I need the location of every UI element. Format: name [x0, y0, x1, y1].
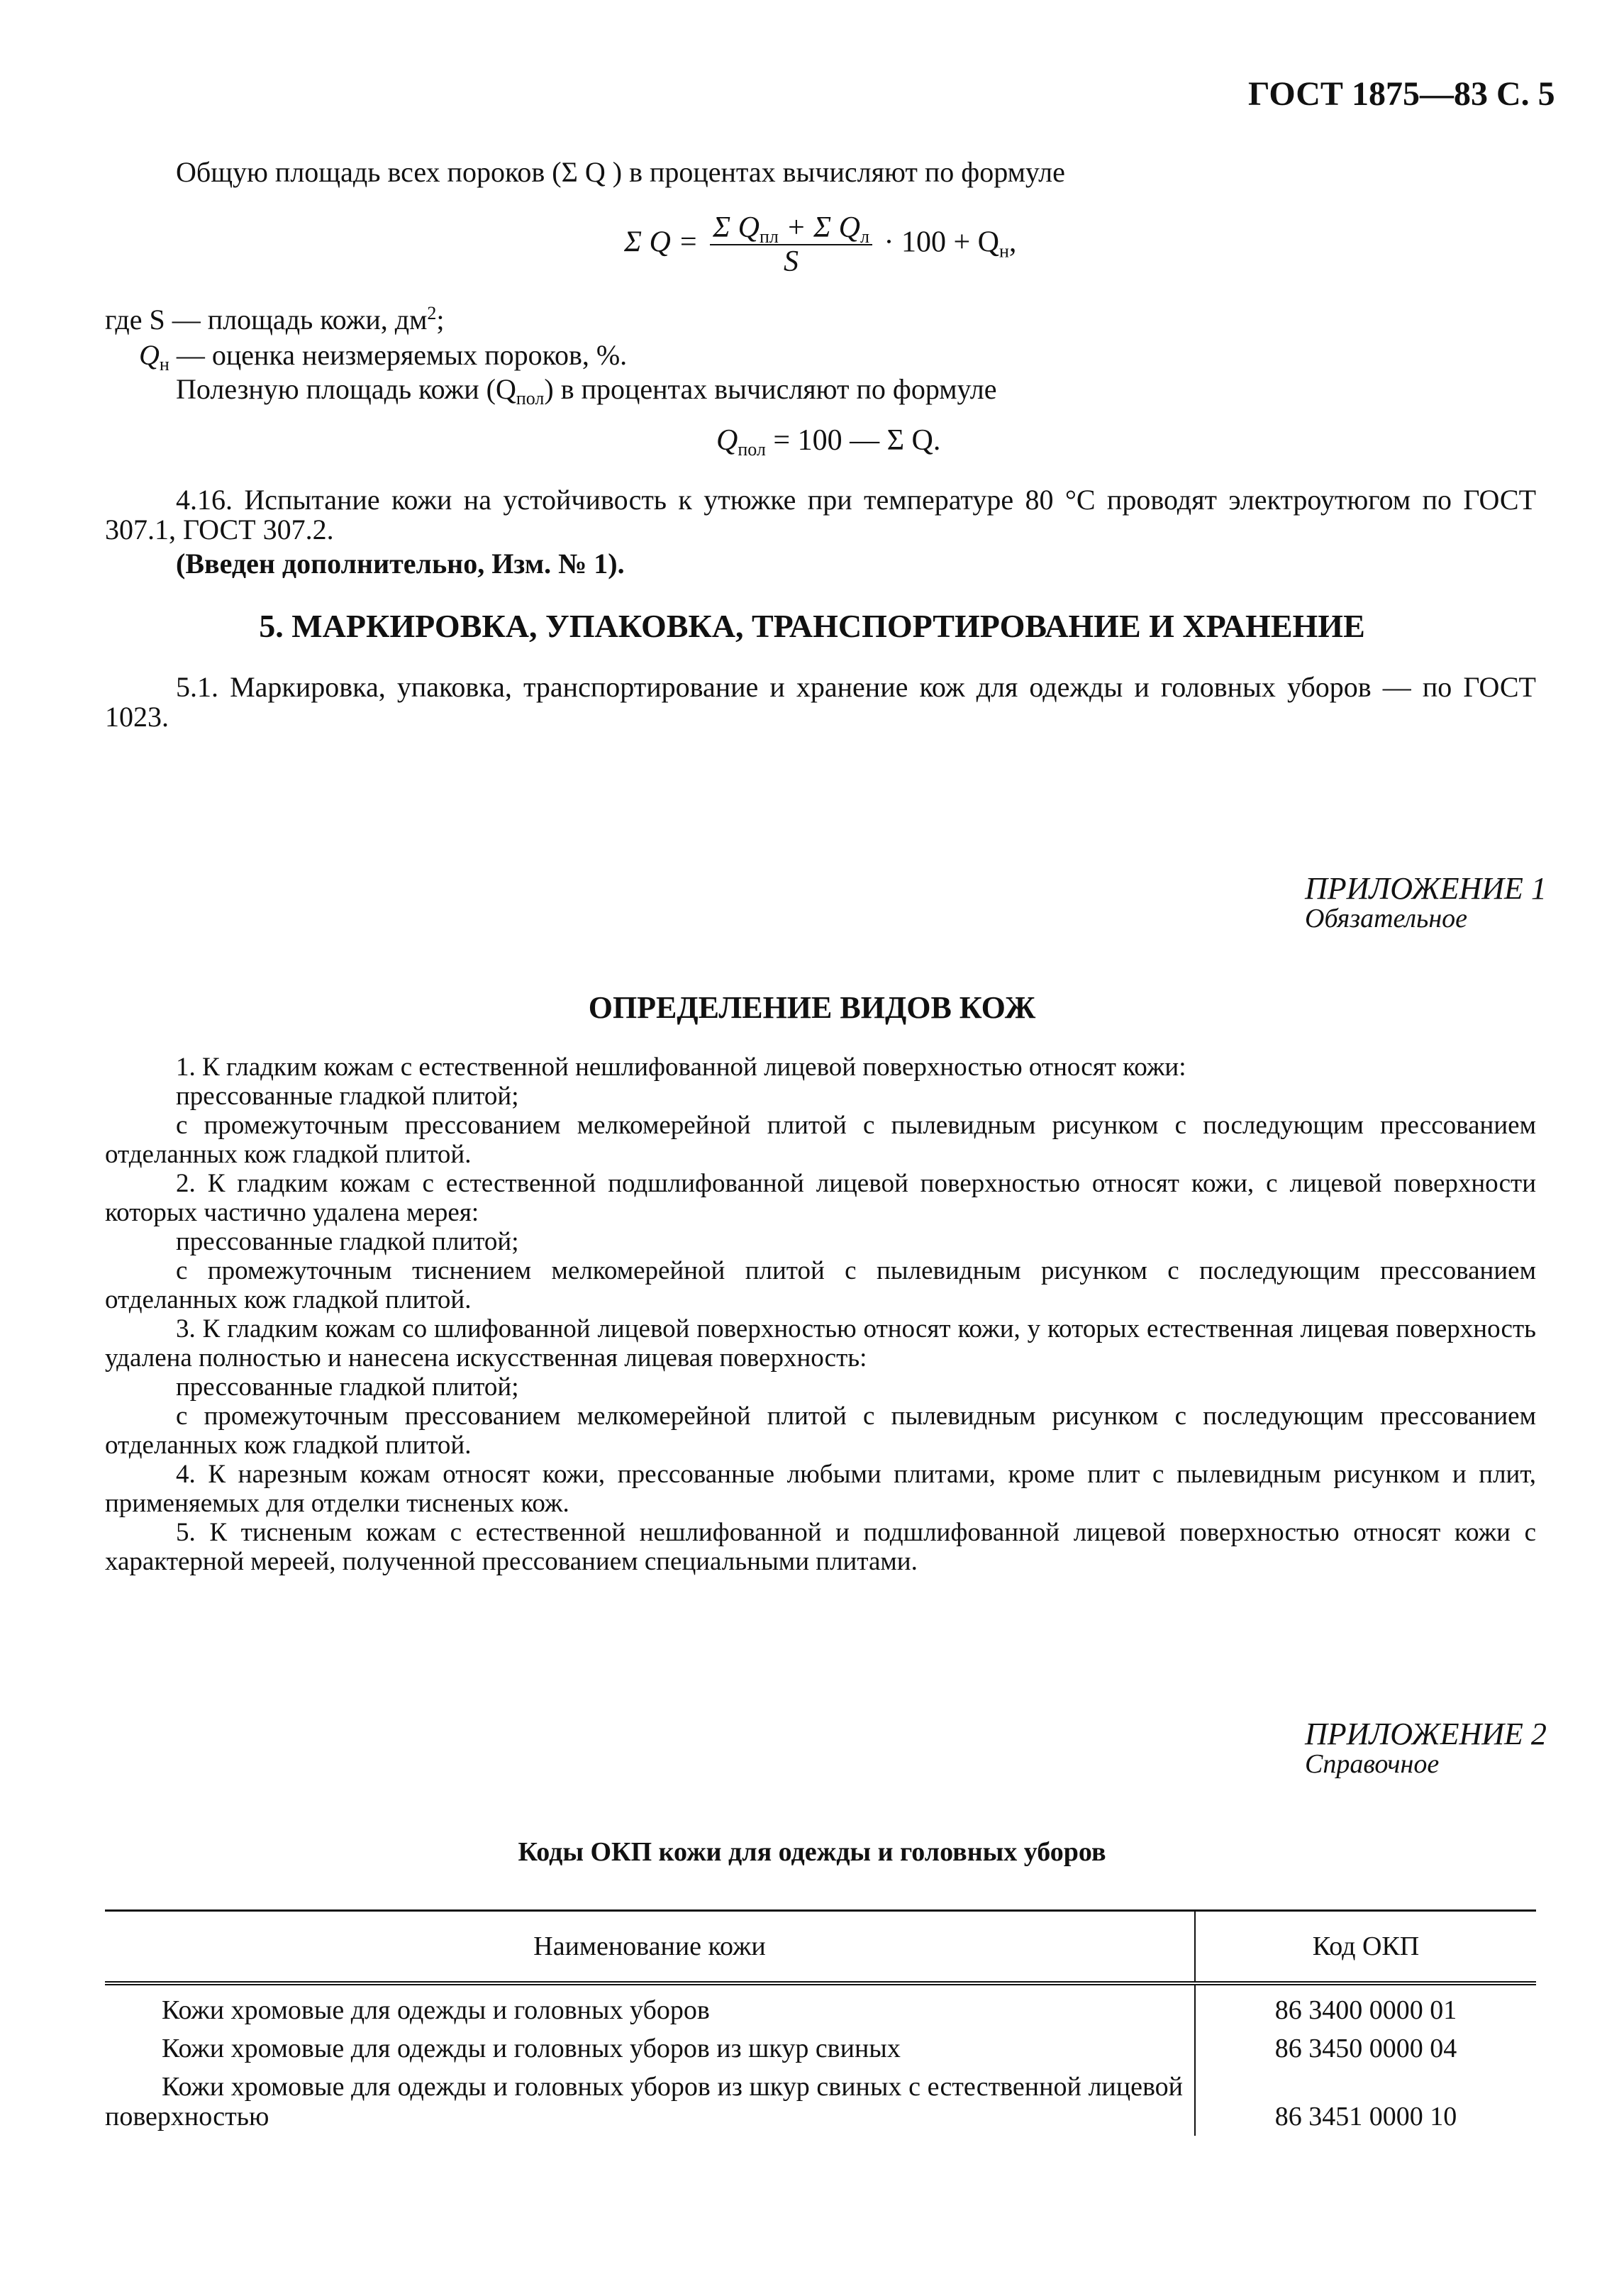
table-row: [105, 2068, 1536, 2136]
okp-codes-table: [105, 1909, 1536, 2136]
appendix-1-heading: ОПРЕДЕЛЕНИЕ ВИДОВ КОЖ: [588, 990, 1036, 1025]
definition-1: 1. К гладким кожам с естественной нешлифованной лицевой поверхностью относят кожи:: [176, 1053, 1186, 1082]
useful-area-line: [176, 373, 997, 409]
appendix-1-status: Обязательное: [1305, 904, 1468, 933]
table-cell-name: Кожи хромовые для одежды и головных уборов из шкур свиных с естественной лицевой поверхностью: [105, 2068, 1195, 2136]
formula-fraction: [710, 213, 872, 277]
definition-5: 5. К тисненым кожам с естественной нешлифованной и подшлифованной лицевой поверхностью относят кожи с характерной мереей, полученной прессованием специальными плитами.: [105, 1518, 1536, 1576]
table-row: [105, 1983, 1536, 2029]
definition-3a: прессованные гладкой плитой;: [176, 1373, 519, 1402]
useful-text-a: Полезную площадь кожи (Q: [176, 373, 516, 405]
where-s-text: где S — площадь кожи, дм: [105, 304, 428, 336]
formula-tail-sub: н: [999, 240, 1009, 262]
useful-text-b: ) в процентах вычисляют по формуле: [544, 373, 997, 405]
table-cell-name: Кожи хромовые для одежды и головных уборов: [105, 1983, 1195, 2029]
paragraph-4-16-note: (Введен дополнительно, Изм. № 1).: [176, 548, 625, 580]
formula2-symbol: Q: [716, 424, 738, 457]
appendix-2-status: Справочное: [1305, 1749, 1440, 1779]
formula-num-b-sub: л: [860, 226, 869, 247]
formula2-rest: = 100 — Σ Q.: [765, 424, 941, 457]
formula-lhs: Σ Q =: [624, 226, 699, 259]
definition-3b: с промежуточным прессованием мелкомерейной плитой с пылевидным рисунком с последующим прессованием отделанных кож гладкой плитой.: [105, 1402, 1536, 1460]
where-qn-sub: н: [159, 354, 169, 375]
formula-end: ,: [1008, 226, 1017, 259]
definition-2b: с промежуточным тиснением мелкомерейной плитой с пылевидным рисунком с последующим прессованием отделанных кож гладкой плитой.: [105, 1256, 1536, 1314]
formula-tail: · 100 + Q: [884, 226, 999, 259]
formula-denominator: S: [784, 245, 799, 278]
useful-text-sub: пол: [516, 388, 545, 409]
formula2-sub: пол: [738, 439, 766, 460]
formula-num-a-sub: пл: [759, 226, 779, 247]
paragraph-5-1: 5.1. Маркировка, упаковка, транспортирование и хранение кож для одежды и головных уборов — по ГОСТ 1023.: [105, 671, 1536, 733]
formula-num-b: + Σ Q: [778, 211, 860, 244]
table-cell-name: Кожи хромовые для одежды и головных уборов из шкур свиных: [105, 2029, 1195, 2068]
paragraph-4-16: 4.16. Испытание кожи на устойчивость к утюжке при температуре 80 °С проводят электроутюгом по ГОСТ 307.1, ГОСТ 307.2.: [105, 484, 1536, 545]
where-s-line: [105, 305, 445, 335]
formula-num-a: Σ Q: [713, 211, 760, 244]
formula-total-defects: [624, 213, 1016, 277]
table-header-name: Наименование кожи: [105, 1911, 1195, 1984]
definition-2: 2. К гладким кожам с естественной подшлифованной лицевой поверхностью относят кожи, с лицевой поверхности которых частично удалена мерея:: [105, 1169, 1536, 1227]
appendix-2-heading: Коды ОКП кожи для одежды и головных уборов: [518, 1837, 1106, 1867]
where-s-sup: 2: [427, 303, 437, 323]
appendix-2-title: ПРИЛОЖЕНИЕ 2: [1305, 1717, 1547, 1751]
table-cell-code: 86 3451 0000 10: [1274, 2102, 1457, 2131]
formula-useful-area: [716, 424, 941, 460]
table-row: [105, 2029, 1536, 2068]
definition-2a: прессованные гладкой плитой;: [176, 1227, 519, 1256]
definition-1a: прессованные гладкой плитой;: [176, 1082, 519, 1111]
page-header: ГОСТ 1875—83 С. 5: [1248, 75, 1555, 113]
where-qn-symbol: Q: [139, 339, 160, 371]
intro-paragraph: Общую площадь всех пороков (Σ Q ) в процентах вычисляют по формуле: [176, 156, 1065, 188]
where-qn-line: [139, 339, 628, 375]
definition-3: 3. К гладким кожам со шлифованной лицевой поверхностью относят кожи, у которых естественная лицевая поверхность удалена полностью и нанесена искусственная лицевая поверхность:: [105, 1314, 1536, 1373]
formula-numerator: [710, 213, 872, 245]
where-qn-text: — оценка неизмеряемых пороков, %.: [169, 339, 628, 371]
table-header-code: Код ОКП: [1195, 1911, 1536, 1984]
appendix-1-label: [1305, 871, 1547, 933]
definition-4: 4. К нарезным кожам относят кожи, прессованные любыми плитами, кроме плит с пылевидным рисунком и плит, применяемых для отделки тисненых кож.: [105, 1460, 1536, 1518]
section-5-title: 5. МАРКИРОВКА, УПАКОВКА, ТРАНСПОРТИРОВАНИЕ И ХРАНЕНИЕ: [259, 608, 1365, 644]
appendix-2-label: [1305, 1719, 1547, 1779]
appendix-1-title: ПРИЛОЖЕНИЕ 1: [1305, 871, 1547, 906]
definition-1b: с промежуточным прессованием мелкомерейной плитой с пылевидным рисунком с последующим прессованием отделанных кож гладкой плитой.: [105, 1111, 1536, 1169]
table-cell-code: 86 3400 0000 01: [1274, 1995, 1457, 2025]
table-cell-code: 86 3450 0000 04: [1274, 2034, 1457, 2063]
where-s-end: ;: [436, 304, 445, 336]
table-header-row: [105, 1911, 1536, 1984]
